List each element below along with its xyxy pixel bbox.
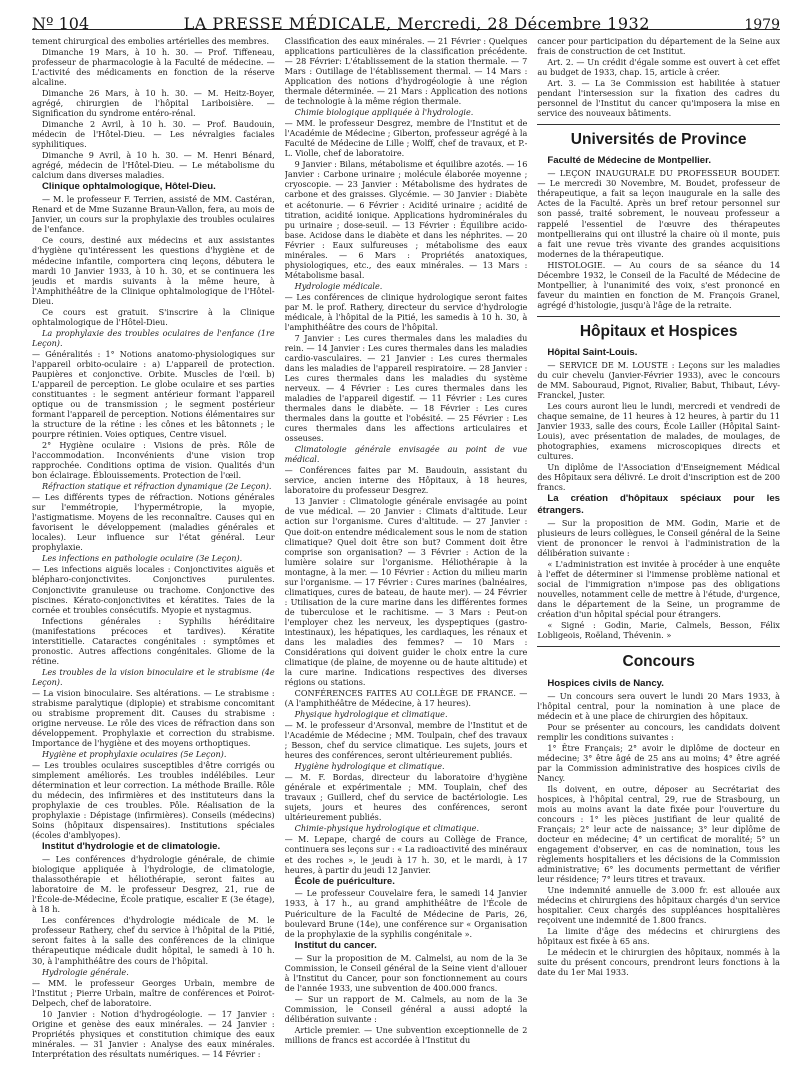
- column-left: [32, 36, 275, 1076]
- article-heading: La création d'hôpitaux spéciaux pour les étrangers.: [537, 493, 780, 517]
- article-paragraph: — Les différents types de réfraction. Notions générales sur l'emmétropie, l'hypermétropie, la myopie, l'astigmatisme. Moyens de les reconnaître. Causes qui en favorisent le développement (maladies générales et locales). Leur influence sur l'état général. Leur prophylaxie.: [32, 492, 275, 553]
- column-middle: [285, 36, 528, 1076]
- article-columns: [32, 36, 780, 1076]
- article-subheading: Chimie biologique appliquée à l'hydrologie.: [294, 107, 474, 118]
- article-paragraph: Dimanche 19 Mars, à 10 h. 30. — Prof. Tiffeneau, professeur de pharmacologie à la Faculté de médecine. — L'activité des médicaments en fonction de la réserve alcaline.: [32, 47, 275, 88]
- article-paragraph: Le médecin et le chirurgien des hôpitaux, nommés à la suite du présent concours, prendront leurs fonctions à la date du 1er Mai 1933.: [537, 947, 780, 978]
- article-paragraph: Infections générales : Syphilis héréditaire (manifestations précoces et tardives). Kératite interstitielle. Cataractes congénitales : symptômes et pronostic. Autres affections congénitales. Gliome de la rétine.: [32, 615, 275, 666]
- article-paragraph: Art. 3. — La 3e Commission est habilitée à statuer pendant l'intersession sur la fixation des cadres du personnel de l'Institut du cancer qu'imposera la mise en service des nouveaux bâtiments.: [537, 78, 780, 119]
- article-paragraph: 2° Hygiène oculaire : Visions de près. Rôle de l'accommodation. Inconvénients d'une vision trop rapprochée. Conditions optima de vision. Qualités d'un bon éclairage. Éblouissements. Protection de l'œil.: [32, 440, 275, 481]
- article-paragraph: Dimanche 9 Avril, à 10 h. 30. — M. Henri Bénard, agrégé, médecin de l'Hôtel-Dieu. — Le métabolisme du calcium dans diverses maladies.: [32, 150, 275, 181]
- article-paragraph: — Les infections aiguës locales : Conjonctivites aiguës et blépharo-conjonctivites. Conjonctives purulentes. Conjonctivite granuleuse ou trachome. Conjonctive des piscines. Kérato-conjonctivites et kératites. Taies de la cornée et troubles consécutifs. Myopie et nystagmus.: [32, 564, 275, 615]
- article-subheading: Hygiène et prophylaxie oculaires (5e Leçon).: [42, 749, 227, 760]
- article-subheading: Hydrologie médicale.: [294, 280, 383, 291]
- article-heading: École de puériculture.: [294, 875, 395, 887]
- article-subheading: Réfraction statique et réfraction dynamique (2e Leçon).: [42, 481, 272, 492]
- article-paragraph: Ce cours est gratuit. S'inscrire à la Clinique ophtalmologique de l'Hôtel-Dieu.: [32, 306, 275, 327]
- article-paragraph: CONFÉRENCES FAITES AU COLLÈGE DE FRANCE. — (A l'amphithéâtre de Médecine, à 17 heures).: [284, 688, 528, 709]
- article-heading: Institut du cancer.: [294, 939, 377, 951]
- article-paragraph: — Les conférences d'hydrologie générale, de chimie biologique appliquée à l'hydrologie, de climatologie, thalassothérapie et héliothérapie, seront faites au laboratoire de M. le professeur Desgrez, 21, rue de l'École-de-Médecine, École pratique, escalier E (3e étage), à 18 h.: [32, 854, 275, 915]
- article-paragraph: — Les troubles oculaires susceptibles d'être corrigés ou simplement améliorés. Les troubles indélébiles. Leur détermination et leur correction. La méthode Braille. Rôle du médecin, des infirmières et des instituteurs dans la prophylaxie de ces troubles. Pôle. Réalisation de la prophylaxie : Dépistage (infirmières). Conseils (médecins) Soins (hôpitaux dispensaires). Institutions spéciales (écoles d'amblyopes).: [32, 760, 275, 841]
- article-paragraph: 13 Janvier : Climatologie générale envisagée au point de vue médical. — 20 Janvier : Climats d'altitude. Leur action sur l'organisme. Cures d'altitude. — 27 Janvier : Que doit-on entendre médicalement sous le nom de station climatique? Quel doit être son but? Comment doit être comprise son organisation? — 3 Février : Action de la lumière solaire sur l'organisme. Héliothérapie à la montagne, à la mer. — 10 Février : Action du milieu marin sur l'organisme. — 17 Février : Cures marines (balnéaires, climatiques, cures de bateau, de haute mer). — 24 Février : Utilisation de la cure marine dans les différentes formes de tuberculose et le rachitisme. — 3 Mars : Peut-on l'employer chez les nerveux, les dyspeptiques (gastro-intestinaux), les hépatiques, les cardiaques, les rénaux et dans les maladies des femmes? — 10 Mars : Considérations qui doivent guider le choix entre la cure climatique (de plaine, de moyenne ou de haute altitude) et la cure marine. Indications respectives des diverses régions ou stations.: [284, 496, 528, 687]
- masthead: [32, 0, 780, 33]
- article-subheading: Hygiène hydrologique et climatique.: [294, 761, 445, 772]
- article-paragraph: — M. le professeur F. Terrien, assisté de MM. Castéran, Renard et de Mme Suzanne Braun-Vallon, fera, au mois de Janvier, un cours sur la prophylaxie des troubles oculaires de l'enfance.: [32, 194, 275, 235]
- column-right: [537, 36, 780, 1076]
- article-paragraph: Pour se présenter au concours, les candidats doivent remplir les conditions suivantes :: [537, 721, 780, 742]
- article-paragraph: HISTOLOGIE. — Au cours de sa séance du 14 Décembre 1932, le Conseil de la Faculté de Médecine de Montpellier, à l'unanimité des voix, s'est prononcé en faveur du maintien en fonction de M. François Granel, agrégé d'histologie, jusqu'à l'âge de la retraite.: [537, 259, 780, 310]
- article-paragraph: — Le professeur Couvelaire fera, le samedi 14 Janvier 1933, à 17 h., au grand amphithéâtre de l'École de Puériculture de la Faculté de Médecine de Paris, 26, boulevard Brune (14e), une conférence sur « Organisation de la prophylaxie de la syphilis congénitale ».: [284, 888, 528, 939]
- article-heading: Faculté de Médecine de Montpellier.: [547, 155, 712, 167]
- article-paragraph: Une indemnité annuelle de 3.000 fr. est allouée aux médecins et chirurgiens des hôpitaux chargés d'un service hospitalier. Ceux chargés des suppléances hospitalières reçoivent une indemnité de 1.800 francs.: [537, 885, 780, 926]
- section-heading: Concours: [622, 653, 695, 671]
- article-paragraph: — M. le professeur d'Arsonval, membre de l'Institut et de l'Académie de Médecine ; MM. Toulpain, chef des travaux ; Besson, chef du service climatique. Les sujets, jours et heures des conférences, seront ultérieurement publiés.: [284, 720, 528, 761]
- article-paragraph: Art. 2. — Un crédit d'égale somme est ouvert à cet effet au budget de 1933, chap. 15, article à créer.: [537, 57, 780, 78]
- article-paragraph: — M. Lepape, chargé de cours au Collège de France, continuera ses leçons sur : « La radioactivité des minéraux et des roches », le jeudi à 17 h. 30, et le mardi, à 17 heures, à partir du jeudi 12 Janvier.: [284, 834, 528, 875]
- article-paragraph: — Un concours sera ouvert le lundi 20 Mars 1933, à l'hôpital central, pour la nomination à une place de médecin et à une place de chirurgien des hôpitaux.: [537, 690, 780, 721]
- article-paragraph: — MM. le professeur Desgrez, membre de l'Institut et de l'Académie de Médecine ; Giberton, professeur agrégé à la Faculté de Médecine de Lille ; Wolff, chef de travaux, et P.-L. Violle, chef de laboratoire.: [284, 118, 528, 159]
- article-paragraph: tement chirurgical des embolies artérielles des membres.: [32, 36, 270, 46]
- article-heading: Institut d'hydrologie et de climatologie.: [42, 841, 221, 853]
- article-subheading: Hydrologie générale.: [42, 966, 129, 977]
- section-divider: [537, 646, 780, 647]
- article-paragraph: — LEÇON INAUGURALE DU PROFESSEUR BOUDET. — Le mercredi 30 Novembre, M. Boudet, professeur de thérapeutique, a fait sa leçon inaugurale en la salle des Actes de la Faculté. Après un bref retour personnel sur son passé, traité sobrement, le nouveau professeur a rappelé l'essentiel de l'œuvre des thérapeutes montpellierains qui ont illustré la chaire où il monte, puis a fait une revue très vivante des grandes acquisitions modernes de la thérapeutique.: [537, 168, 780, 259]
- article-subheading: Chimie-physique hydrologique et climatique.: [294, 823, 480, 834]
- article-paragraph: 9 Janvier : Bilans, métabolisme et équilibre azotés. — 16 Janvier : Carbone urinaire ; molécule élaborée moyenne ; cryoscopie. — 23 Janvier : Métabolisme des hydrates de carbone et des graisses. Glycémie. — 30 Janvier : Diabète et acétonurie. — 6 Février : Acidité urinaire ; acidité de titration, acidité ionique. Applications hydrominérales du pu urinaire ; dose-seuil. — 13 Février : Équilibre acido-base. Acidose dans le diabète et dans les néphrites. — 20 Février : Eaux sulfureuses ; métabolisme des eaux minérales. — 6 Mars : Propriétés anatoxiques, physiologiques, etc., des eaux minérales. — 13 Mars : Métabolisme basal.: [284, 159, 528, 280]
- article-paragraph: Article premier. — Une subvention exceptionnelle de 2 millions de francs est accordée à l'Institut du: [284, 1024, 528, 1045]
- page-number: 1979: [744, 17, 780, 33]
- article-paragraph: La limite d'âge des médecins et chirurgiens des hôpitaux est fixée à 65 ans.: [537, 926, 780, 947]
- article-paragraph: 1° Être Français; 2° avoir le diplôme de docteur en médecine; 3° être âgé de 25 ans au moins; 4° être agréé par la Commission administrative des hospices civils de Nancy.: [537, 742, 780, 783]
- section-divider: [537, 316, 780, 317]
- article-paragraph: — SERVICE DE M. LOUSTE : Leçons sur les maladies du cuir chevelu (Janvier-Février 1933), avec le concours de MM. Sabouraud, Pignot, Rivalier, Babut, Thibaut, Lévy-Franckel, Juster.: [537, 359, 780, 400]
- article-paragraph: cancer pour participation du département de la Seine aux frais de construction de cet Institut.: [537, 36, 780, 57]
- section-heading: Universités de Province: [570, 131, 747, 149]
- article-subheading: Les infections en pathologie oculaire (3e Leçon).: [42, 553, 243, 564]
- article-heading: Clinique ophtalmologique, Hôtel-Dieu.: [42, 181, 216, 193]
- article-paragraph: 10 Janvier : Notion d'hydrogéologie. — 17 Janvier : Origine et genèse des eaux minérales. — 24 Janvier : Propriétés physiques et constitution chimique des eaux minérales. — 31 Janvier : Analyse des eaux minérales. Interprétation des résultats numériques. — 14 Février :: [32, 1008, 275, 1059]
- article-paragraph: 7 Janvier : Les cures thermales dans les maladies du rein. — 14 Janvier : Les cures thermales dans les maladies cardio-vasculaires. — 21 Janvier : Les cures thermales dans les maladies de l'appareil respiratoire. — 28 Janvier : Les cures thermales dans les maladies du système nerveux. — 4 Février : Les cures thermales dans les maladies de l'appareil digestif. — 11 Février : Les cures thermales dans le diabète. — 18 Février : Les cures thermales dans la goutte et l'obésité. — 25 Février : Les cures thermales dans les affections articulaires et osseuses.: [284, 332, 528, 444]
- article-paragraph: « Signé : Godin, Marie, Calmels, Besson, Félix Lobligeois, Roëland, Thévenin. »: [537, 620, 780, 641]
- article-paragraph: — MM. le professeur Georges Urbain, membre de l'Institut ; Pierre Urbain, maître de conférences et Poirot-Delpech, chef de laboratoire.: [32, 977, 275, 1008]
- article-paragraph: « L'administration est invitée à procéder à une enquête à l'effet de déterminer si l'immense problème national et social de l'immigration n'impose pas des obligations nouvelles, notamment celle de mettre à l'étude, d'urgence, dans le département de la Seine, un programme de création d'un hôpital spécial pour étrangers.: [537, 559, 780, 620]
- article-paragraph: — Sur la proposition de M. Calmelsi, au nom de la 3e Commission, le Conseil général de la Seine vient d'allouer à l'Institut du Cancer, pour son fonctionnement au cours de l'année 1933, une subvention de 400.000 francs.: [284, 952, 528, 993]
- article-paragraph: Les cours auront lieu le lundi, mercredi et vendredi de chaque semaine, de 11 heures à 12 heures, à partir du 11 Janvier 1933, salle des cours, École Lailler (Hôpital Saint-Louis), avec présentation de malades, de moulages, de photographies, examens microscopiques directs et cultures.: [537, 401, 780, 462]
- section-divider: [537, 124, 780, 125]
- article-paragraph: Classification des eaux minérales. — 21 Février : Quelques applications particulières de la classification précédente. — 28 Février: L'établissement de la station thermale. — 7 Mars : Outillage de l'établissement thermal. — 14 Mars : Application des notions d'hydrogéologie à une région thermale déterminée. — 21 Mars : Application des notions de technologie à la même région thermale.: [284, 36, 528, 107]
- article-paragraph: Ce cours, destiné aux médecins et aux assistantes d'hygiène qu'intéressent les questions d'hygiène et de médecine infantile, comportera cinq leçons, débutera le mardi 10 Janvier 1933, à 10 h. 30, et se continuera les jeudis et mardis suivants à la même heure, à l'Amphithéâtre de la Clinique ophtalmologique de l'Hôtel-Dieu.: [32, 235, 275, 306]
- article-heading: Hospices civils de Nancy.: [547, 677, 664, 689]
- article-paragraph: Un diplôme de l'Association d'Enseignement Médical des Hôpitaux sera délivré. Le droit d'inscription est de 200 francs.: [537, 462, 780, 493]
- article-subheading: Climatologie générale envisagée au point de vue médical.: [284, 444, 528, 465]
- article-subheading: Physique hydrologique et climatique.: [294, 709, 448, 720]
- article-paragraph: Ils doivent, en outre, déposer au Secrétariat des hospices, à l'hôpital central, 29, rue de Strasbourg, un mois au moins avant la date fixée pour l'ouverture du concours : 1° les pièces justifiant de leur qualité de Français; 2° leur acte de naissance; 3° leur diplôme de docteur en médecine; 4° un certificat de moralité; 5° un engagement d'observer, en cas de nomination, tous les règlements hospitaliers et les décisions de la Commission administrative; 6° les documents permettant de vérifier leur résidence; 7° leurs titres et travaux.: [537, 783, 780, 885]
- issue-number: Nº 104: [32, 14, 90, 33]
- article-subheading: Les troubles de la vision binoculaire et le strabisme (4e Leçon).: [32, 666, 275, 687]
- article-paragraph: — Sur la proposition de MM. Godin, Marie et de plusieurs de leurs collègues, le Conseil général de la Seine vient de prononcer le renvoi à l'administration de la délibération suivante :: [537, 518, 780, 559]
- article-paragraph: Dimanche 2 Avril, à 10 h. 30. — Prof. Baudouin, médecin de l'Hôtel-Dieu. — Les névralgies faciales syphilitiques.: [32, 119, 275, 150]
- article-paragraph: — La vision binoculaire. Ses altérations. — Le strabisme : strabisme paralytique (diplopie) et strabisme concomitant ou strabisme proprement dit. Causes du strabisme : origine nerveuse. Le rôle des vices de réfraction dans son développement. Prophylaxie et correction du strabisme. Importance de l'hygiène et des moyens orthoptiques.: [32, 687, 275, 748]
- article-paragraph: Dimanche 26 Mars, à 10 h. 30. — M. Heitz-Boyer, agrégé, chirurgien de l'hôpital Lariboisière. — Signification du syndrome entéro-rénal.: [32, 88, 275, 119]
- journal-title: LA PRESSE MÉDICALE, Mercredi, 28 Décembre 1932: [183, 14, 650, 33]
- article-paragraph: — Généralités : 1° Notions anatomo-physiologiques sur l'appareil orbito-oculaire : a) L'appareil de protection. Paupières et conjonctive. Orbite. Muscles de l'œil. b) L'appareil de perception. Le globe oculaire et ses parties constituantes : le segment antérieur formant l'appareil optique ou de transmission ; le segment postérieur formant l'appareil de perception. Notions élémentaires sur la structure de la rétine : les cônes et les bâtonnets ; le pourpre rétinien. Voies optiques, Centre visuel.: [32, 348, 275, 440]
- article-paragraph: — Les conférences de clinique hydrologique seront faites par M. le prof. Rathery, directeur du service d'hydrologie médicale, à l'hôpital de la Pitié, les samedis à 10 h. 30, à l'amphithéâtre des cours de l'hôpital.: [284, 291, 528, 332]
- article-paragraph: — Sur un rapport de M. Calmels, au nom de la 3e Commission, le Conseil général a aussi adopté la délibération suivante :: [284, 993, 528, 1024]
- article-paragraph: Les conférences d'hydrologie médicale de M. le professeur Rathery, chef du service à l'hôpital de la Pitié, seront faites à la salle des conférences de la clinique thérapeutique médicale dudit hôpital, le samedi à 10 h. 30, à l'amphithéâtre des cours de l'hôpital.: [32, 915, 275, 966]
- article-paragraph: — M. F. Bordas, directeur du laboratoire d'hygiène générale et expérimentale ; MM. Touplain, chef des travaux ; Guillerd, chef du service de bactériologie. Les sujets, jours et heures des conférences, seront ultérieurement publiés.: [284, 772, 528, 823]
- article-subheading: La prophylaxie des troubles oculaires de l'enfance (1re Leçon).: [32, 327, 275, 348]
- article-heading: Hôpital Saint-Louis.: [547, 347, 638, 359]
- section-heading: Hôpitaux et Hospices: [579, 322, 738, 340]
- article-paragraph: — Conférences faites par M. Baudouin, assistant du service, ancien interne des Hôpitaux, à 18 heures, laboratoire du professeur Desgrez.: [284, 465, 528, 496]
